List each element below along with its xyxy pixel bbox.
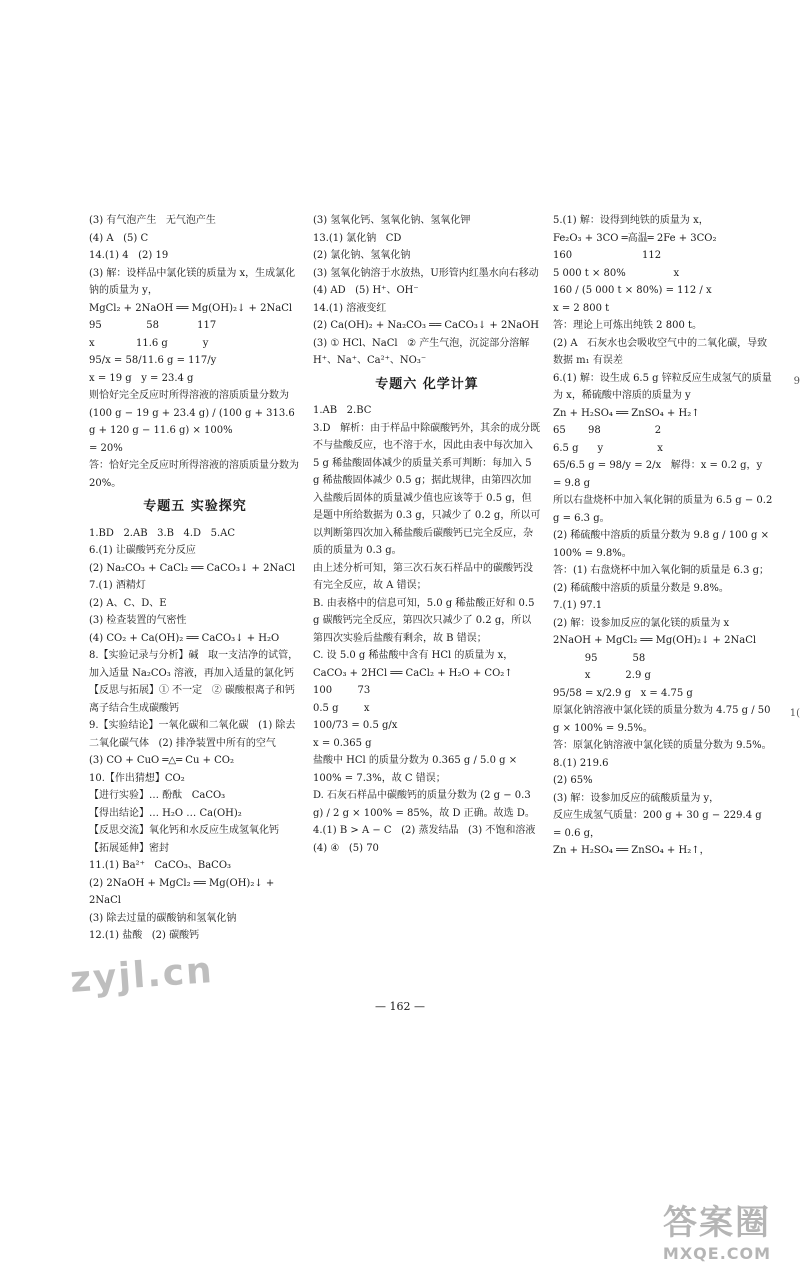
text-line: 2NaOH + MgCl₂ ══ Mg(OH)₂↓ + 2NaCl bbox=[553, 635, 757, 646]
text-line: (3) 除去过量的碳酸钠和氢氧化钠 bbox=[89, 912, 237, 924]
text-line: 100/73 = 0.5 g/x bbox=[313, 720, 398, 732]
text-line: MgCl₂ + 2NaOH ══ Mg(OH)₂↓ + 2NaCl bbox=[89, 302, 293, 314]
text-line: 0.5 g x bbox=[313, 702, 370, 714]
text-line: 65 98 2 bbox=[553, 425, 662, 436]
column-left bbox=[89, 212, 301, 945]
page-number: — 162 — bbox=[375, 1000, 425, 1013]
text-line: (4) AD (5) H⁺、OH⁻ bbox=[313, 285, 419, 296]
text-line: (2) 解：设参加反应的氯化镁的质量为 x bbox=[553, 617, 730, 629]
text-line: (2) A、C、D、E bbox=[89, 597, 167, 609]
text-line: (2) 65% bbox=[553, 775, 593, 786]
edge-mark: 1( bbox=[789, 708, 800, 719]
text-line: 11.(1) Ba²⁺ CaCO₃、BaCO₃ bbox=[89, 860, 232, 872]
text-line: 盐酸中 HCl 的质量分数为 0.365 g / 5.0 g × 100% = 7.3%，故 C 错误； bbox=[313, 755, 521, 784]
text-line: 【反思与拓展】① 不一定 ② 碳酸根离子和钙离子结合生成碳酸钙 bbox=[89, 685, 295, 714]
text-line: (2) Ca(OH)₂ + Na₂CO₃ ══ CaCO₃↓ + 2NaOH bbox=[313, 320, 539, 331]
text-line: 8.【实验记录与分析】碱 取一支洁净的试管，加入适量 Na₂CO₃ 溶液，再加入适量的氯化钙 bbox=[89, 650, 299, 679]
text-line: (3) ① HCl、NaCl ② 产生气泡，沉淀部分溶解 H⁺、Na⁺、Ca²⁺、NO₃⁻ bbox=[313, 337, 539, 366]
text-line: 95 58 117 bbox=[89, 320, 217, 331]
text-line: 答：原氯化钠溶液中氯化镁的质量分数为 9.5%。 bbox=[553, 740, 772, 751]
text-line: 160 112 bbox=[553, 250, 662, 261]
watermark-stamp-title: 答案圈 bbox=[663, 1203, 771, 1243]
section-heading: 专题五 实验探究 bbox=[143, 499, 247, 514]
text-line: 10.【作出猜想】CO₂ bbox=[89, 772, 185, 784]
text-line: (2) 稀硫酸中溶质的质量分数为 9.8 g / 100 g × 100% = 9.8%。 bbox=[553, 530, 773, 559]
text-line: 95/58 = x/2.9 g x = 4.75 g bbox=[553, 687, 693, 699]
text-line: 反应生成氢气质量：200 g + 30 g − 229.4 g = 0.6 g， bbox=[553, 810, 765, 839]
text-line: 4.(1) B > A − C (2) 蒸发结晶 (3) 不饱和溶液 bbox=[313, 825, 536, 837]
text-line: Zn + H₂SO₄ ══ ZnSO₄ + H₂↑ bbox=[553, 407, 700, 419]
text-line: 1.BD 2.AB 3.B 4.D 5.AC bbox=[89, 527, 236, 539]
text-line: = 20% bbox=[89, 442, 123, 454]
text-line: 6.5 g y x bbox=[553, 442, 663, 454]
text-line: 65/6.5 g = 98/y = 2/x 解得：x = 0.2 g，y = 9.8 g bbox=[553, 460, 766, 489]
text-line: 答：(1) 右盘烧杯中加入氧化铜的质量是 6.3 g；(2) 稀硫酸中溶质的质量分数是 9.8%。 bbox=[553, 565, 770, 594]
text-line: 则恰好完全反应时所得溶液的溶质质量分数为 (100 g − 19 g + 23.4 g) / (100 g + 313.6 g + 120 g − 11.6 g) × 100% bbox=[89, 390, 298, 436]
text-line: 6.(1) 让碳酸钙充分反应 bbox=[89, 545, 196, 557]
text-line: Fe₂O₃ + 3CO ═高温═ 2Fe + 3CO₂ bbox=[553, 232, 717, 244]
text-line: 7.(1) 酒精灯 bbox=[89, 580, 146, 592]
text-line: 由上述分析可知，第三次石灰石样品中的碳酸钙没有完全反应，故 A 错误； bbox=[313, 562, 533, 592]
text-line: 所以右盘烧杯中加入氧化铜的质量为 6.5 g − 0.2 g = 6.3 g。 bbox=[553, 495, 776, 524]
text-line: (3) 解：设样品中氯化镁的质量为 x，生成氯化钠的质量为 y， bbox=[89, 267, 296, 296]
text-line: x = 0.365 g bbox=[313, 737, 372, 749]
text-line: (3) 解：设参加反应的硫酸质量为 y， bbox=[553, 792, 720, 804]
text-line: D. 石灰石样品中碳酸钙的质量分数为 (2 g − 0.3 g) / 2 g × 100% = 85%，故 D 正确。故选 D。 bbox=[313, 790, 535, 819]
watermark-stamp bbox=[642, 1195, 792, 1263]
text-line: (4) ④ (5) 70 bbox=[313, 842, 379, 854]
text-line: 7.(1) 97.1 bbox=[553, 600, 603, 611]
column-middle bbox=[313, 212, 541, 857]
text-line: 9.【实验结论】一氧化碳和二氧化碳 (1) 除去二氧化碳气体 (2) 排净装置中所有的空气 bbox=[89, 720, 296, 749]
edge-mark: 9 bbox=[793, 376, 800, 387]
text-line: B. 由表格中的信息可知，5.0 g 稀盐酸正好和 0.5 g 碳酸钙完全反应，第四次只减少了 0.2 g，所以第四次实验后盐酸有剩余，故 B 错误； bbox=[313, 597, 538, 644]
text-line: (3) 检查装置的气密性 bbox=[89, 615, 187, 627]
text-line: 1.AB 2.BC bbox=[313, 405, 372, 417]
text-line: 【进行实验】… 酚酞 CaCO₃ bbox=[89, 790, 226, 802]
text-line: x 11.6 g y bbox=[89, 337, 209, 349]
text-line: 5.(1) 解：设得到纯铁的质量为 x， bbox=[553, 215, 709, 226]
text-line: 14.(1) 4 (2) 19 bbox=[89, 250, 169, 261]
section-heading: 专题六 化学计算 bbox=[375, 376, 479, 392]
text-line: (2) 2NaOH + MgCl₂ ══ Mg(OH)₂↓ + 2NaCl bbox=[89, 877, 278, 907]
text-line: 【得出结论】… H₂O … Ca(OH)₂ bbox=[89, 807, 242, 819]
watermark-stamp-url: MXQE.COM bbox=[662, 1244, 772, 1263]
column-right bbox=[553, 212, 776, 860]
text-line: 3.D 解析：由于样品中除碳酸钙外，其余的成分既不与盐酸反应，也不溶于水，因此由表中每次加入 5 g 稀盐酸固体减少的质量关系可判断：每加入 5 g 稀盐酸固体减少 0.5 g；据此规律，由第四次加入盐酸后固体的质量减少值也应该等于 0.5 g，但是题中所给数据为 0.3 g，只减少了 0.2 g，所以可以判断第四次加入稀盐酸后碳酸钙已完全反应，杂质的质量为 0.3 g。 bbox=[313, 422, 541, 557]
text-line: 8.(1) 219.6 bbox=[553, 757, 609, 769]
text-line: 95 58 bbox=[553, 652, 646, 664]
text-line: 5 000 t × 80% x bbox=[553, 267, 680, 279]
text-line: 答：恰好完全反应时所得溶液的溶质质量分数为 20%。 bbox=[89, 460, 303, 489]
text-line: 6.(1) 解：设生成 6.5 g 锌粒反应生成氢气的质量为 x，稀硫酸中溶质的质量为 y bbox=[553, 372, 772, 401]
watermark-logo: zyjl.cn bbox=[68, 950, 216, 1001]
text-line: x = 19 g y = 23.4 g bbox=[89, 372, 194, 384]
text-line: 13.(1) 氯化钠 CD bbox=[313, 232, 402, 244]
text-line: (4) A (5) C bbox=[89, 232, 149, 244]
text-line: C. 设 5.0 g 稀盐酸中含有 HCl 的质量为 x， bbox=[313, 650, 514, 662]
text-line: (2) A 石灰水也会吸收空气中的二氧化碳，导致数据 m₁ 有误差 bbox=[553, 337, 768, 366]
text-line: 100 73 bbox=[313, 685, 371, 697]
text-line: 【拓展延伸】密封 bbox=[89, 842, 169, 854]
text-line: 答：理论上可炼出纯铁 2 800 t。 bbox=[553, 320, 703, 331]
text-line: 【反思交流】氧化钙和水反应生成氢氧化钙 bbox=[89, 825, 279, 837]
text-line: x 2.9 g bbox=[553, 670, 651, 681]
text-line: Zn + H₂SO₄ ══ ZnSO₄ + H₂↑， bbox=[553, 845, 710, 856]
text-line: (2) 氯化钠、氢氧化钠 bbox=[313, 250, 411, 261]
text-line: 95/x = 58/11.6 g = 117/y bbox=[89, 355, 217, 366]
text-line: (2) Na₂CO₃ + CaCl₂ ══ CaCO₃↓ + 2NaCl bbox=[89, 562, 296, 574]
text-line: (3) 氢氧化钙、氢氧化钠、氢氧化钾 bbox=[313, 215, 471, 226]
text-line: x = 2 800 t bbox=[553, 302, 610, 314]
text-line: CaCO₃ + 2HCl ══ CaCl₂ + H₂O + CO₂↑ bbox=[313, 667, 513, 679]
text-line: 原氯化钠溶液中氯化镁的质量分数为 4.75 g / 50 g × 100% = 9.5%。 bbox=[553, 705, 774, 734]
text-line: (3) CO + CuO ═△═ Cu + CO₂ bbox=[89, 755, 234, 767]
text-line: (3) 氢氧化钠溶于水放热，U形管内红墨水向右移动 bbox=[313, 267, 539, 279]
text-line: (3) 有气泡产生 无气泡产生 bbox=[89, 215, 216, 226]
text-line: 160 / (5 000 t × 80%) = 112 / x bbox=[553, 285, 712, 296]
text-line: 14.(1) 溶液变红 bbox=[313, 302, 387, 314]
text-line: 12.(1) 盐酸 (2) 碳酸钙 bbox=[89, 930, 200, 942]
text-line: (4) CO₂ + Ca(OH)₂ ══ CaCO₃↓ + H₂O bbox=[89, 632, 280, 644]
